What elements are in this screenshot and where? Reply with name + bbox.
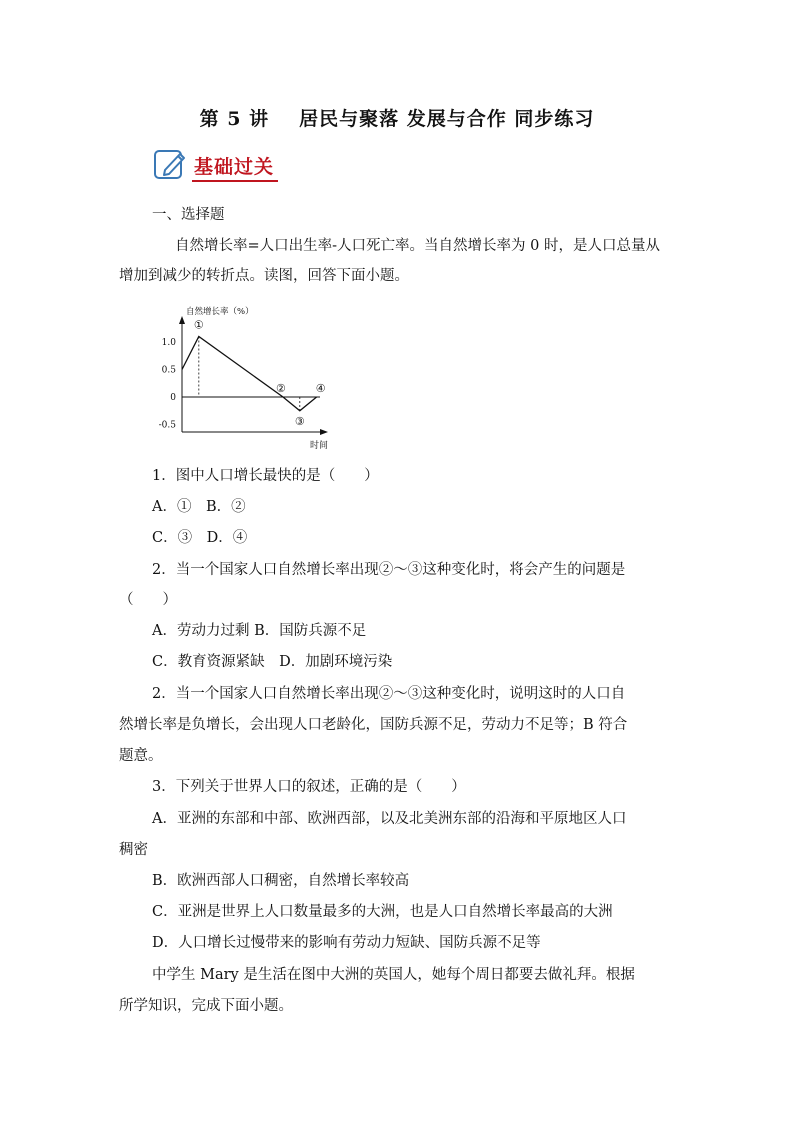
q3-option-b: B．欧洲西部人口稠密，自然增长率较高 (152, 873, 410, 889)
badge-label: 基础过关 (194, 156, 275, 178)
pencil-edit-icon (152, 146, 188, 182)
q2-answer-line-2: 然增长率是负增长，会出现人口老龄化，国防兵源不足，劳动力不足等；B 符合 (119, 717, 628, 733)
q3-option-a-line-2: 稠密 (119, 842, 148, 858)
growth-rate-chart (140, 302, 340, 452)
x-axis-label: 时间 (310, 441, 329, 451)
intro-line-1: 自然增长率=人口出生率-人口死亡率。当自然增长率为 0 时，是人口总量从 (175, 238, 660, 254)
badge-underline (192, 180, 278, 182)
page-title (0, 104, 794, 131)
data-point-label: ④ (315, 382, 326, 395)
q2-stem-line-1: 2．当一个国家人口自然增长率出现②～③这种变化时，将会产生的问题是 (152, 562, 626, 578)
q3-stem: 3．下列关于世界人口的叙述，正确的是（ ） (152, 779, 466, 795)
x-axis-arrow (320, 429, 328, 435)
q2-options-ab: A．劳动力过剩 B．国防兵源不足 (152, 623, 367, 639)
lesson-topic: 居民与聚落 发展与合作 同步练习 (299, 108, 595, 130)
q4-intro-line-1: 中学生 Mary 是生活在图中大洲的英国人，她每个周日都要去做礼拜。根据 (152, 967, 635, 983)
q2-answer-line-3: 题意。 (119, 748, 163, 764)
intro-line-2: 增加到减少的转折点。读图，回答下面小题。 (119, 268, 409, 284)
q3-option-a-line-1: A．亚洲的东部和中部、欧洲西部，以及北美洲东部的沿海和平原地区人口 (152, 811, 627, 827)
growth-rate-series-line (182, 337, 317, 411)
q2-answer-line-1: 2．当一个国家人口自然增长率出现②～③这种变化时，说明这时的人口自 (152, 686, 626, 702)
y-tick-label: 0.5 (161, 365, 176, 376)
y-axis-label: 自然增长率（%） (186, 307, 254, 317)
lesson-number: 第 5 讲 (199, 108, 270, 130)
section-heading: 一、选择题 (152, 207, 225, 223)
q4-intro-line-2: 所学知识，完成下面小题。 (119, 998, 293, 1014)
data-point-label: ③ (294, 414, 305, 428)
y-tick-label: 0 (170, 393, 176, 403)
q2-options-cd: C．教育资源紧缺 D．加剧环境污染 (152, 654, 393, 670)
y-axis-arrow (179, 316, 185, 324)
chart-canvas (140, 302, 340, 452)
q3-option-d: D．人口增长过慢带来的影响有劳动力短缺、国防兵源不足等 (152, 935, 541, 951)
y-tick-label: -0.5 (158, 420, 176, 431)
y-tick-label: 1.0 (161, 338, 176, 348)
data-point-label: ① (193, 318, 204, 332)
q1-stem: 1．图中人口增长最快的是（ ） (152, 468, 379, 484)
basic-section-badge (152, 144, 292, 188)
q1-options-cd: C．③ D．④ (152, 530, 248, 546)
data-point-label: ② (276, 382, 286, 395)
q2-stem-line-2: （ ） (119, 592, 177, 608)
q3-option-c: C．亚洲是世界上人口数量最多的大洲，也是人口自然增长率最高的大洲 (152, 904, 613, 920)
q1-options-ab: A．① B．② (152, 499, 246, 515)
